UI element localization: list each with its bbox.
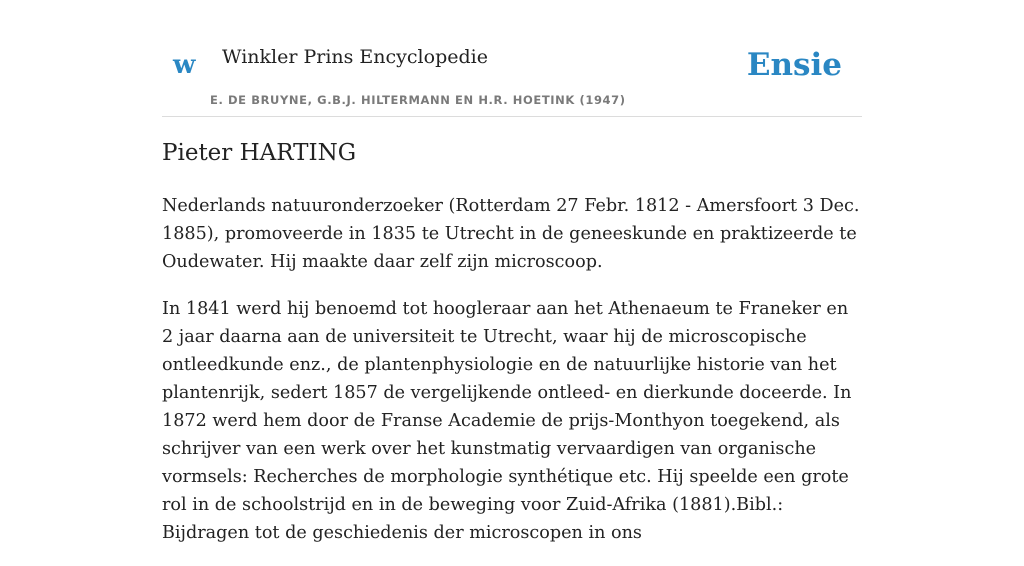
brand-logo[interactable]: Ensie bbox=[746, 47, 842, 83]
source-logo[interactable]: w bbox=[173, 50, 196, 80]
source-authors: E. DE BRUYNE, G.B.J. HILTERMANN EN H.R. HOETINK (1947) bbox=[210, 93, 626, 107]
source-title[interactable]: Winkler Prins Encyclopedie bbox=[222, 46, 488, 68]
article-paragraph: Nederlands natuuronderzoeker (Rotterdam 27 Febr. 1812 - Amersfoort 3 Dec. 1885), promoveerde in 1835 te Utrecht in de geneeskunde en praktizeerde te Oudewater. Hij maakte daar zelf zijn microscoop. bbox=[162, 196, 860, 272]
article-paragraph: In 1841 werd hij benoemd tot hoogleraar aan het Athenaeum te Franeker en 2 jaar daarna aan de universiteit te Utrecht, waar hij de microscopische ontleedkunde enz., de plantenphysiologie en de natuurlijke historie van het plantenrijk, sedert 1857 de vergelijkende ontleed- en dierkunde doceerde. In 1872 werd hem door de Franse Academie de prijs-Monthyon toegekend, als schrijver van een werk over het kunstmatig vervaardigen van organische vormsels: Recherches de morphologie synthétique etc. Hij speelde een grote rol in de schoolstrijd en in de beweging voor Zuid-Afrika (1881).Bibl.: Bijdragen tot de geschiedenis der microscopen in ons bbox=[162, 299, 852, 543]
article-body bbox=[162, 192, 862, 566]
content-container bbox=[162, 0, 862, 543]
article-title: Pieter HARTING bbox=[162, 140, 357, 166]
source-header bbox=[162, 0, 862, 117]
